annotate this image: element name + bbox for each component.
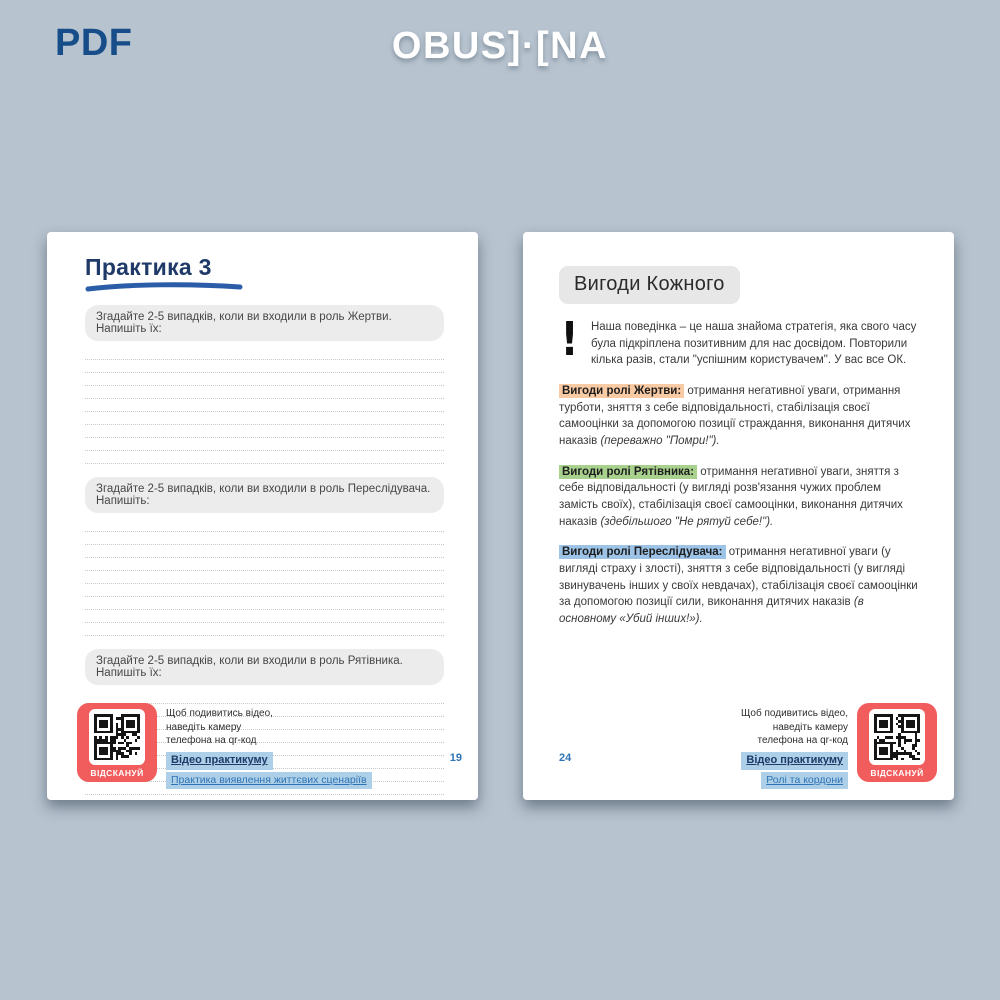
page-title: Практика 3 xyxy=(85,254,212,280)
scan-label: ВІДСКАНУЙ xyxy=(90,768,144,779)
intro-paragraph: Наша поведінка – це наша знайома стратегія, яка свого часу була підкріплена позитивним для нас досвідом. Повторили кілька разів, стали "успішним користувачем". У вас все ОК. xyxy=(590,321,917,367)
qr-badge xyxy=(77,703,157,782)
benefit-victim: Вигоди ролі Жертви: отримання негативної уваги, отримання турботи, зняття з себе відповідальності, стабілізація своєї самооцінки за допомогою позиції страждання, виконання дитячих наказів (переважно "Помри!"). xyxy=(559,385,911,448)
qr-code xyxy=(89,709,145,765)
page-title: Вигоди Кожного xyxy=(559,266,740,304)
writing-lines[interactable] xyxy=(85,347,444,464)
title-underline-stroke xyxy=(85,282,243,292)
benefit-persecutor-label: Вигоди ролі Переслідувача: xyxy=(559,545,726,559)
prompt-rescuer: Згадайте 2-5 випадків, коли ви входили в роль Рятівника. Напишіть їх: xyxy=(85,649,444,685)
page-number: 24 xyxy=(559,752,572,764)
video-link-roles[interactable]: Ролі та кордони xyxy=(761,772,848,789)
workbook-page-24 xyxy=(523,232,954,800)
writing-lines[interactable] xyxy=(85,519,444,636)
video-practicum-label[interactable]: Відео практикуму xyxy=(741,752,848,770)
qr-instruction-line: Щоб подивитись відео, xyxy=(741,708,848,720)
benefit-persecutor: Вигоди ролі Переслідувача: отримання негативної уваги (у вигляді страху і злості), зняття з себе відповідальності (у вигляді звинувачень інших у своїх невдачах), стабілізація своєї самооцінки за допомогою позиції сили, виконання дитячих наказів (в основному «Убий інших!»). xyxy=(559,546,918,626)
prompt-persecutor: Згадайте 2-5 випадків, коли ви входили в роль Переслідувача. Напишіть: xyxy=(85,477,444,513)
workbook-page-19 xyxy=(47,232,478,800)
page-number: 19 xyxy=(449,752,462,764)
qr-code xyxy=(869,709,925,765)
scan-label: ВІДСКАНУЙ xyxy=(870,768,924,779)
qr-instruction-line: телефона на qr-код xyxy=(757,735,848,747)
exclamation-icon: ! xyxy=(560,312,579,366)
qr-instruction-line: наведіть камеру xyxy=(772,721,848,733)
brand-logo: OBUS]·[NA xyxy=(391,25,609,67)
benefit-victim-label: Вигоди ролі Жертви: xyxy=(559,384,684,398)
prompt-victim: Згадайте 2-5 випадків, коли ви входили в роль Жертви. Напишіть їх: xyxy=(85,305,444,341)
qr-instruction-line: Щоб подивитись відео, xyxy=(166,708,273,720)
benefit-rescuer-label: Вигоди ролі Рятівника: xyxy=(559,465,697,479)
pdf-logo: PDF xyxy=(55,22,133,64)
qr-badge xyxy=(857,703,937,782)
qr-instruction-line: наведіть камеру xyxy=(166,721,242,733)
video-link-scenarios[interactable]: Практика виявлення життєвих сценаріїв xyxy=(166,772,372,789)
qr-instruction-line: телефона на qr-код xyxy=(166,735,257,747)
benefit-rescuer: Вигоди ролі Рятівника: отримання негативної уваги, зняття з себе відповідальності (у вигляді розв'язання чужих проблем замість своїх), стабілізація своєї самооцінки, виконання дитячих наказів (здебільшого "Не рятуй себе!"). xyxy=(559,465,903,528)
video-practicum-label[interactable]: Відео практикуму xyxy=(166,752,273,770)
